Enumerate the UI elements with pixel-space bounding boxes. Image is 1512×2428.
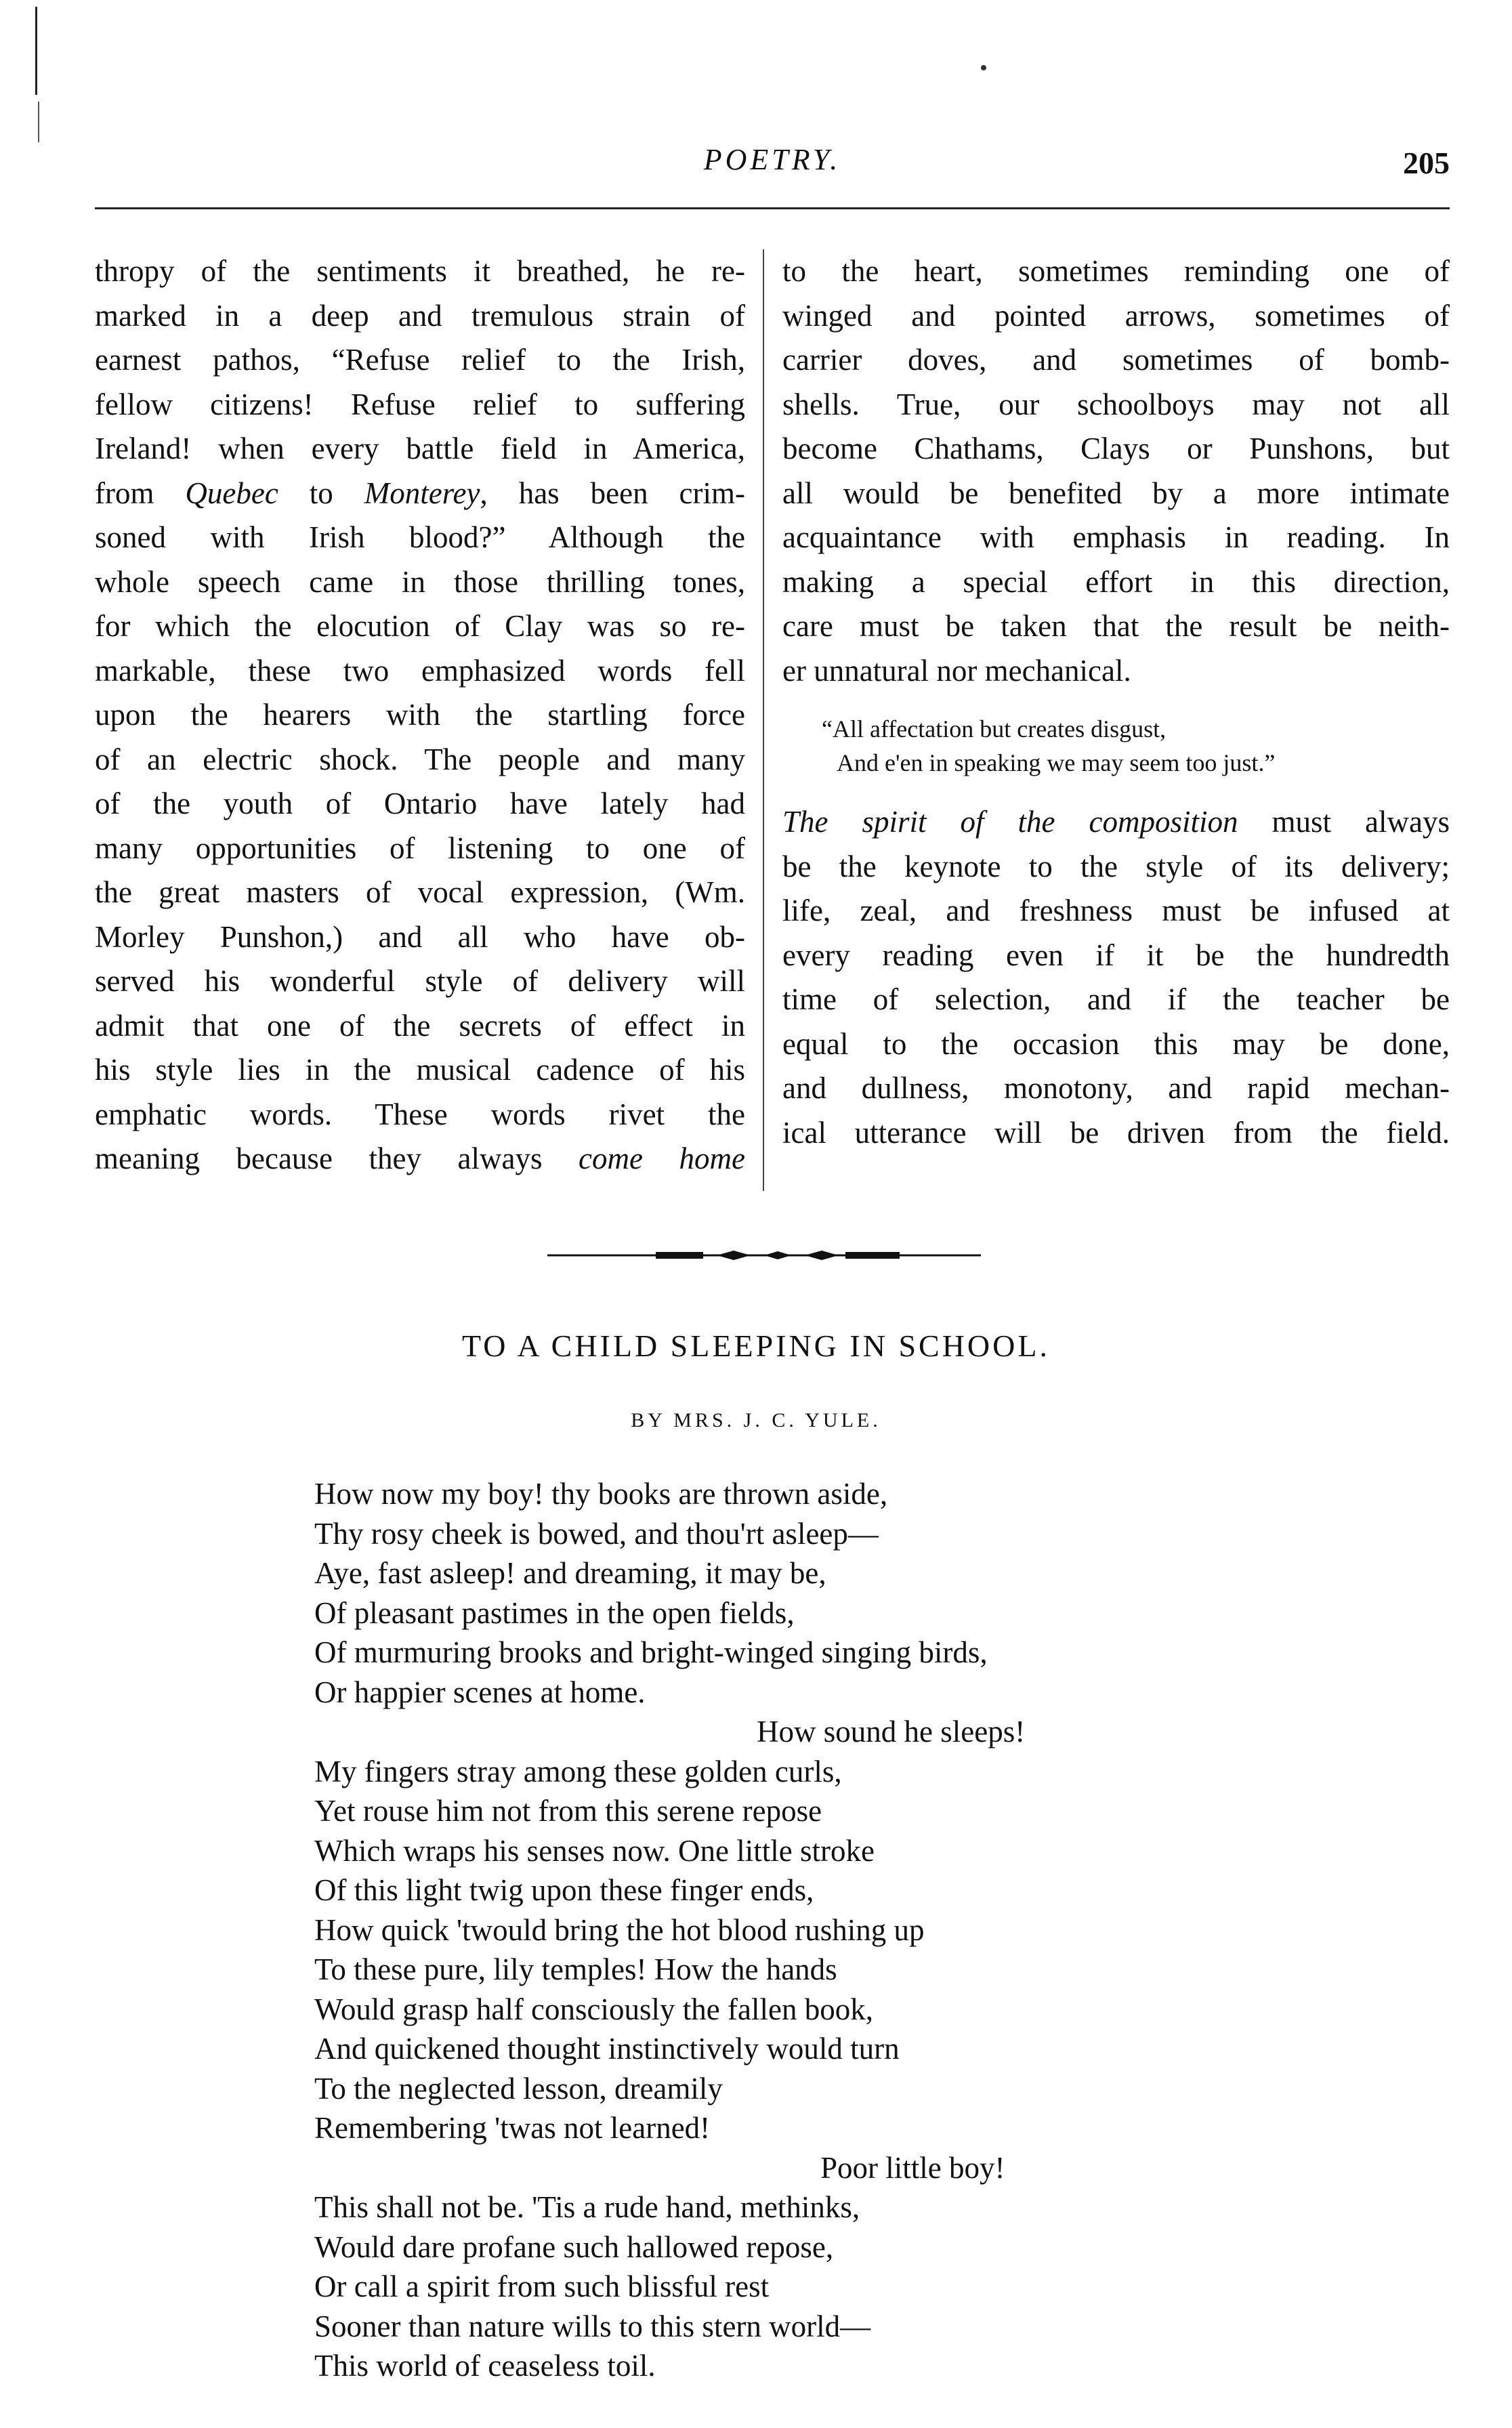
verse-quotation bbox=[822, 712, 1450, 780]
text-line: for which the elocution of Clay was so re- bbox=[95, 609, 745, 643]
poem-line: This shall not be. 'Tis a rude hand, methinks, bbox=[314, 2190, 860, 2224]
text-line: every reading even if it be the hundredth bbox=[782, 938, 1450, 972]
poem-line: Would grasp half consciously the fallen book, bbox=[314, 1992, 873, 2026]
poem-body bbox=[314, 1474, 1263, 2386]
text-line: served his wonderful style of delivery will bbox=[95, 964, 745, 998]
scan-edge-mark bbox=[38, 102, 39, 142]
quote-line: And e'en in speaking we may seem too just.” bbox=[837, 749, 1276, 776]
poem-line: Or call a spirit from such blissful rest bbox=[314, 2269, 770, 2303]
poem-line: Thy rosy cheek is bowed, and thou'rt asleep— bbox=[314, 1516, 879, 1551]
text-line: fellow citizens! Refuse relief to suffering bbox=[95, 387, 745, 421]
text-line: Morley Punshon,) and all who have ob- bbox=[95, 919, 745, 954]
poem-line: Of pleasant pastimes in the open fields, bbox=[314, 1595, 795, 1630]
text-line: winged and pointed arrows, sometimes of bbox=[782, 298, 1450, 333]
text-line: equal to the occasion this may be done, bbox=[782, 1026, 1450, 1061]
text-line: meaning because they always come home bbox=[95, 1142, 745, 1175]
text-line: shells. True, our schoolboys may not all bbox=[782, 387, 1450, 421]
poem-line: Of murmuring brooks and bright-winged singing birds, bbox=[314, 1635, 988, 1669]
poem-line: Of this light twig upon these finger ends, bbox=[314, 1873, 814, 1907]
text-line: be the keynote to the style of its delivery; bbox=[782, 849, 1450, 883]
text-line: markable, these two emphasized words fell bbox=[95, 653, 745, 688]
scan-edge-mark bbox=[35, 7, 37, 95]
text-line: life, zeal, and freshness must be infused at bbox=[782, 894, 1450, 927]
text-line: thropy of the sentiments it breathed, he re- bbox=[95, 254, 745, 288]
text-line: carrier doves, and sometimes of bomb- bbox=[782, 343, 1450, 377]
text-line: emphatic words. These words rivet the bbox=[95, 1097, 745, 1131]
text-line: to the heart, sometimes reminding one of bbox=[782, 254, 1450, 288]
text-line: from Quebec to Monterey, has been crim- bbox=[95, 476, 745, 510]
poem-line: To these pure, lily temples! How the hands bbox=[314, 1952, 837, 1986]
header-rule bbox=[95, 207, 1450, 209]
text-line: acquaintance with emphasis in reading. In bbox=[782, 520, 1450, 554]
poem-line: Or happier scenes at home. bbox=[314, 1675, 646, 1709]
text-line: the great masters of vocal expression, (Wm. bbox=[95, 875, 745, 909]
text-line: making a special effort in this direction, bbox=[782, 564, 1450, 599]
poem-line: My fingers stray among these golden curls, bbox=[314, 1754, 842, 1788]
text-line: Ireland! when every battle field in America, bbox=[95, 432, 745, 465]
poem-line: Poor little boy! bbox=[820, 2150, 1005, 2185]
poem-line: To the neglected lesson, dreamily bbox=[314, 2071, 723, 2106]
left-paragraph bbox=[95, 249, 745, 1181]
poem-line: Sooner than nature wills to this stern world— bbox=[314, 2309, 871, 2343]
text-line: marked in a deep and tremulous strain of bbox=[95, 298, 745, 333]
poem-line: How now my boy! thy books are thrown aside, bbox=[314, 1477, 888, 1511]
right-paragraph bbox=[782, 800, 1450, 1155]
text-line: er unnatural nor mechanical. bbox=[782, 653, 1131, 688]
text-line: all would be benefited by a more intimate bbox=[782, 476, 1450, 510]
poem-line: How quick 'twould bring the hot blood rushing up bbox=[314, 1912, 925, 1947]
scan-speck bbox=[981, 65, 986, 70]
poem-byline: BY MRS. J. C. YULE. bbox=[631, 1409, 881, 1431]
ornamental-rule bbox=[547, 1245, 981, 1265]
text-line: earnest pathos, “Refuse relief to the Irish, bbox=[95, 343, 745, 377]
poem-line: Would dare profane such hallowed repose, bbox=[314, 2230, 834, 2264]
text-line: his style lies in the musical cadence of his bbox=[95, 1053, 745, 1087]
poem-line: And quickened thought instinctively would turn bbox=[314, 2032, 900, 2066]
poem-line: Which wraps his senses now. One little stroke bbox=[314, 1833, 875, 1868]
text-line: and dullness, monotony, and rapid mechan- bbox=[782, 1071, 1450, 1105]
text-line: ical utterance will be driven from the field. bbox=[782, 1115, 1450, 1150]
text-line: of an electric shock. The people and many bbox=[95, 742, 745, 776]
poem-line: Remembering 'twas not learned! bbox=[314, 2111, 711, 2145]
text-line: become Chathams, Clays or Punshons, but bbox=[782, 432, 1450, 465]
running-title: POETRY. bbox=[703, 143, 841, 176]
text-line: admit that one of the secrets of effect in bbox=[95, 1008, 745, 1043]
text-line: care must be taken that the result be neith- bbox=[782, 609, 1450, 643]
text-line: of the youth of Ontario have lately had bbox=[95, 787, 745, 820]
poem-line: How sound he sleeps! bbox=[757, 1715, 1026, 1749]
right-paragraph bbox=[782, 249, 1450, 693]
poem-line: Aye, fast asleep! and dreaming, it may be, bbox=[314, 1556, 826, 1590]
page-number: 205 bbox=[1403, 146, 1450, 180]
text-line: many opportunities of listening to one of bbox=[95, 831, 745, 865]
text-line: time of selection, and if the teacher be bbox=[782, 982, 1450, 1016]
poem-line: Yet rouse him not from this serene repose bbox=[314, 1794, 822, 1828]
quote-line: “All affectation but creates disgust, bbox=[822, 715, 1167, 742]
column-divider bbox=[763, 249, 764, 1191]
poem-line: This world of ceaseless toil. bbox=[314, 2349, 656, 2383]
left-column bbox=[95, 249, 745, 1181]
text-line: The spirit of the composition must always bbox=[782, 805, 1450, 839]
text-line: soned with Irish blood?” Although the bbox=[95, 520, 745, 554]
poem-title: TO A CHILD SLEEPING IN SCHOOL. bbox=[462, 1328, 1050, 1363]
text-line: upon the hearers with the startling force bbox=[95, 698, 745, 732]
running-head bbox=[95, 142, 1450, 190]
text-line: whole speech came in those thrilling tones, bbox=[95, 564, 745, 599]
right-column bbox=[782, 249, 1450, 1155]
